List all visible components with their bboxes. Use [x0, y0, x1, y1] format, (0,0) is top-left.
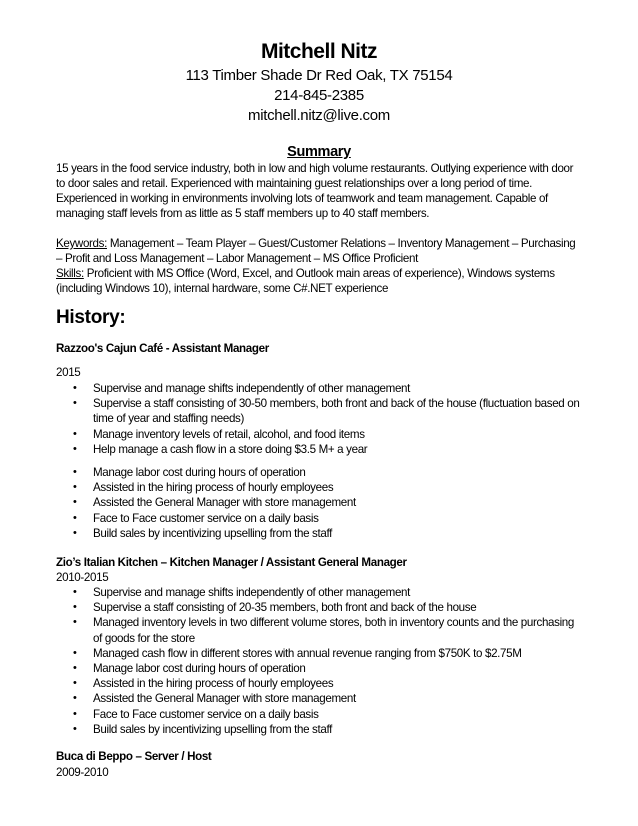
phone: 214-845-2385	[274, 87, 364, 104]
job-years: 2015	[56, 366, 81, 379]
list-item: • Manage inventory levels of retail, alcohol, and food items	[0, 427, 583, 442]
list-item: • Manage labor cost during hours of operation	[0, 465, 583, 480]
history-heading: History:	[56, 307, 126, 328]
job-bullet-list	[0, 585, 638, 737]
skills-text: Proficient with MS Office (Word, Excel, and Outlook main areas of experience), Windows systems (including Windows 10), internal hardware, some C#.NET experience	[56, 267, 555, 295]
list-item: • Assisted the General Manager with store management	[0, 495, 583, 510]
skills-paragraph	[56, 266, 584, 296]
job-title: Buca di Beppo – Server / Host	[56, 750, 212, 763]
list-item: • Build sales by incentivizing upselling from the staff	[0, 722, 583, 737]
summary-paragraph: 15 years in the food service industry, both in low and high volume restaurants. Outlying experience with door to door sales and retail. Experienced with maintaining guest relationships over a long period of time. Experienced in working in environments involving lots of teamwork and team management. Capable of managing staff levels from as little as 5 staff members up to 40 staff members.	[56, 162, 574, 220]
list-item: • Supervise a staff consisting of 20-35 members, both front and back of the house	[0, 600, 583, 615]
list-item: • Face to Face customer service on a daily basis	[0, 511, 583, 526]
email: mitchell.nitz@live.com	[248, 107, 390, 124]
list-item: • Manage labor cost during hours of operation	[0, 661, 583, 676]
list-item: • Managed cash flow in different stores with annual revenue ranging from $750K to $2.75M	[0, 646, 583, 661]
summary-heading: Summary	[287, 144, 351, 160]
list-item: • Help manage a cash flow in a store doing $3.5 M+ a year	[0, 442, 583, 457]
list-item: • Managed inventory levels in two different volume stores, both in inventory counts and the purchasing of goods for the store	[0, 615, 583, 645]
list-item: • Supervise and manage shifts independently of other management	[0, 585, 583, 600]
list-item: • Supervise a staff consisting of 30-50 members, both front and back of the house (fluctuation based on time of year and staffing needs)	[0, 396, 583, 426]
list-item: • Assisted the General Manager with store management	[0, 691, 583, 706]
job-title: Razzoo's Cajun Café - Assistant Manager	[56, 342, 269, 355]
job-title: Zio’s Italian Kitchen – Kitchen Manager / Assistant General Manager	[56, 556, 407, 569]
candidate-name: Mitchell Nitz	[260, 40, 377, 63]
job-bullet-list	[0, 465, 638, 541]
keywords-paragraph	[56, 236, 584, 266]
job-bullet-list	[0, 381, 638, 457]
keywords-text: Management – Team Player – Guest/Customer Relations – Inventory Management – Purchasing – Profit and Loss Management – Labor Management – MS Office Proficient	[56, 237, 576, 265]
list-item: • Supervise and manage shifts independently of other management	[0, 381, 583, 396]
job-years: 2010-2015	[56, 571, 109, 584]
list-item: • Build sales by incentivizing upselling from the staff	[0, 526, 583, 541]
address: 113 Timber Shade Dr Red Oak, TX 75154	[185, 67, 453, 84]
list-item: • Assisted in the hiring process of hourly employees	[0, 676, 583, 691]
list-item: • Face to Face customer service on a daily basis	[0, 707, 583, 722]
keywords-label: Keywords:	[56, 237, 107, 250]
skills-label: Skills:	[56, 267, 84, 280]
job-years: 2009-2010	[56, 766, 109, 779]
list-item: • Assisted in the hiring process of hourly employees	[0, 480, 583, 495]
